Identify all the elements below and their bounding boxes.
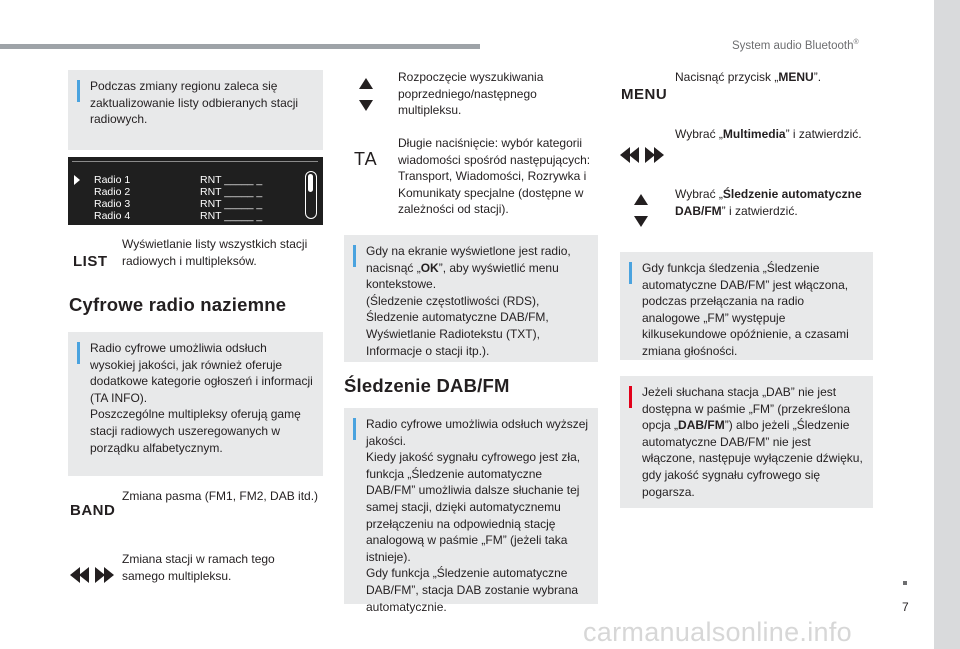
ta-text: Długie naciśnięcie: wybór kategorii wiadomości spośród następujących: Transport, Wiadomości, Rozrywka i Komunikaty specjalne (dostępne w zależności od stacji).	[398, 136, 591, 217]
play-icon	[74, 175, 80, 185]
scrollbar-thumb[interactable]	[308, 174, 313, 192]
menu-text-pre: Nacisnąć przycisk „	[675, 70, 779, 84]
footer-bullet	[903, 581, 907, 585]
heading-dab-fm: Śledzenie DAB/FM	[344, 375, 510, 396]
band-text: Zmiana pasma (FM1, FM2, DAB itd.)	[122, 489, 319, 503]
screen-row[interactable]	[74, 198, 294, 210]
station-value: RNT _____ _	[200, 174, 263, 186]
info-bar	[77, 342, 80, 364]
info-ok-pre: Gdy na ekranie wyświetlone jest radio, nacisnąć „	[366, 244, 571, 275]
info-text-ok	[366, 243, 590, 359]
info-text-dab: Radio cyfrowe umożliwia odsłuch wyższej jakości. Kiedy jakość sygnału cyfrowego jest zła, funkcja „Śledzenie automatyczne DAB/FM” umożliwia dalsze słuchanie tej samej stacji, dzięki automatycznemu przełączeniu na odpowiednią stację analogową w paśmie „FM” (jeżeli taka istnieje). Gdy funkcja „Śledzenie automatyczne DAB/FM”, stacja DAB zostanie wybrana automatycznie.	[366, 417, 589, 614]
dab-text-post: ” i zatwierdzić.	[721, 203, 798, 218]
page-number: 7	[902, 600, 909, 614]
screen-rule	[72, 161, 318, 162]
dab-fm-text	[675, 186, 875, 219]
ta-key-icon: TA	[354, 149, 378, 169]
menu-text-post: ”.	[813, 70, 822, 84]
station-name: Radio 4	[94, 210, 131, 222]
watermark[interactable]: carmanualsonline.info	[583, 617, 852, 647]
info-text-analog: Gdy funkcja śledzenia „Śledzenie automatyczne DAB/FM” jest włączona, podczas przełączania na radio analogowe „FM” występuje kilkusekundowe opóźnienie, a czasami zmiana głośności.	[642, 261, 849, 358]
station-name: Radio 3	[94, 198, 131, 210]
warning-text	[642, 384, 865, 500]
warning-bar	[629, 386, 632, 408]
info-text-region: Podczas zmiany regionu zaleca się zaktualizowanie listy odbieranych stacji radiowych.	[90, 79, 299, 127]
info-box-analog	[620, 252, 873, 360]
seek-arrows-icon	[620, 147, 664, 163]
radio-screen	[68, 157, 323, 225]
multimedia-text	[675, 126, 875, 143]
mm-text-pre: Wybrać „	[675, 127, 723, 141]
menu-text-bold: MENU	[778, 70, 814, 84]
warn-post: ”) albo jeżeli „Śledzenie automatyczne DAB/FM” nie jest włączone, następuje wyłączenie dźwięku, gdy jakość sygnału cyfrowego się pogarsza.	[642, 418, 863, 499]
info-box-dab	[344, 408, 598, 614]
info-bar	[629, 262, 632, 284]
warn-bold: DAB/FM	[678, 418, 725, 433]
page-header	[732, 39, 859, 52]
mm-text-bold: Multimedia	[722, 127, 786, 141]
station-name: Radio 1	[94, 174, 131, 186]
screen-row[interactable]	[74, 186, 294, 198]
list-text: Wyświetlanie listy wszystkich stacji radiowych i multipleksów.	[122, 237, 308, 268]
seek-arrows-icon	[70, 567, 114, 583]
menu-text	[675, 69, 875, 86]
screen-rows	[74, 174, 294, 222]
screen-scrollbar[interactable]	[305, 171, 317, 219]
seek-text: Zmiana stacji w ramach tego samego multipleksu.	[122, 552, 275, 583]
updown-text: Rozpoczęcie wyszukiwania poprzedniego/następnego multipleksu.	[398, 70, 544, 118]
info-box-region	[68, 70, 323, 150]
warn-pre: Jeżeli słuchana stacja „DAB” nie jest dostępna w paśmie „FM” (przekreślona opcja „	[642, 385, 851, 433]
info-ok-post: ”, aby wyświetlić menu kontekstowe. (Śledzenie częstotliwości (RDS), Śledzenie automatyczne DAB/FM, Wyświetlanie Radiotekstu (TXT), Informacje o stacji itp.).	[366, 260, 559, 358]
screen-row[interactable]	[74, 174, 294, 186]
station-value: RNT _____ _	[200, 210, 263, 222]
header-title: System audio Bluetooth	[732, 39, 854, 52]
menu-key-icon: MENU	[621, 86, 668, 103]
info-text-digital: Radio cyfrowe umożliwia odsłuch wysokiej jakości, jak również oferuje dodatkowe kategorie ogłoszeń i informacji (TA INFO). Poszczególne multipleksy oferują gamę stacji radiowych uszeregowanych w porządku alfabetycznym.	[90, 341, 313, 455]
header-title-sup: ®	[853, 39, 859, 46]
list-key-icon: LIST	[73, 253, 108, 270]
warning-box	[620, 376, 873, 508]
mm-text-post: ” i zatwierdzić.	[785, 127, 862, 141]
header-rule	[0, 44, 480, 49]
up-down-arrows-icon	[634, 194, 648, 228]
info-bar	[353, 245, 356, 267]
dab-text-bold: Śledzenie automatyczne DAB/FM	[675, 187, 862, 218]
info-box-digital	[68, 332, 323, 476]
station-value: RNT _____ _	[200, 198, 263, 210]
station-name: Radio 2	[94, 186, 131, 198]
info-bar	[77, 80, 80, 102]
band-key-icon: BAND	[70, 502, 116, 519]
screen-row[interactable]	[74, 210, 294, 222]
info-box-ok	[344, 235, 598, 362]
up-down-arrows-icon	[359, 78, 373, 112]
side-strip	[934, 0, 960, 649]
info-bar	[353, 418, 356, 440]
heading-digital-radio: Cyfrowe radio naziemne	[69, 294, 287, 315]
info-ok-bold: OK	[420, 260, 439, 275]
station-value: RNT _____ _	[200, 186, 263, 198]
dab-text-pre: Wybrać „	[675, 187, 723, 201]
